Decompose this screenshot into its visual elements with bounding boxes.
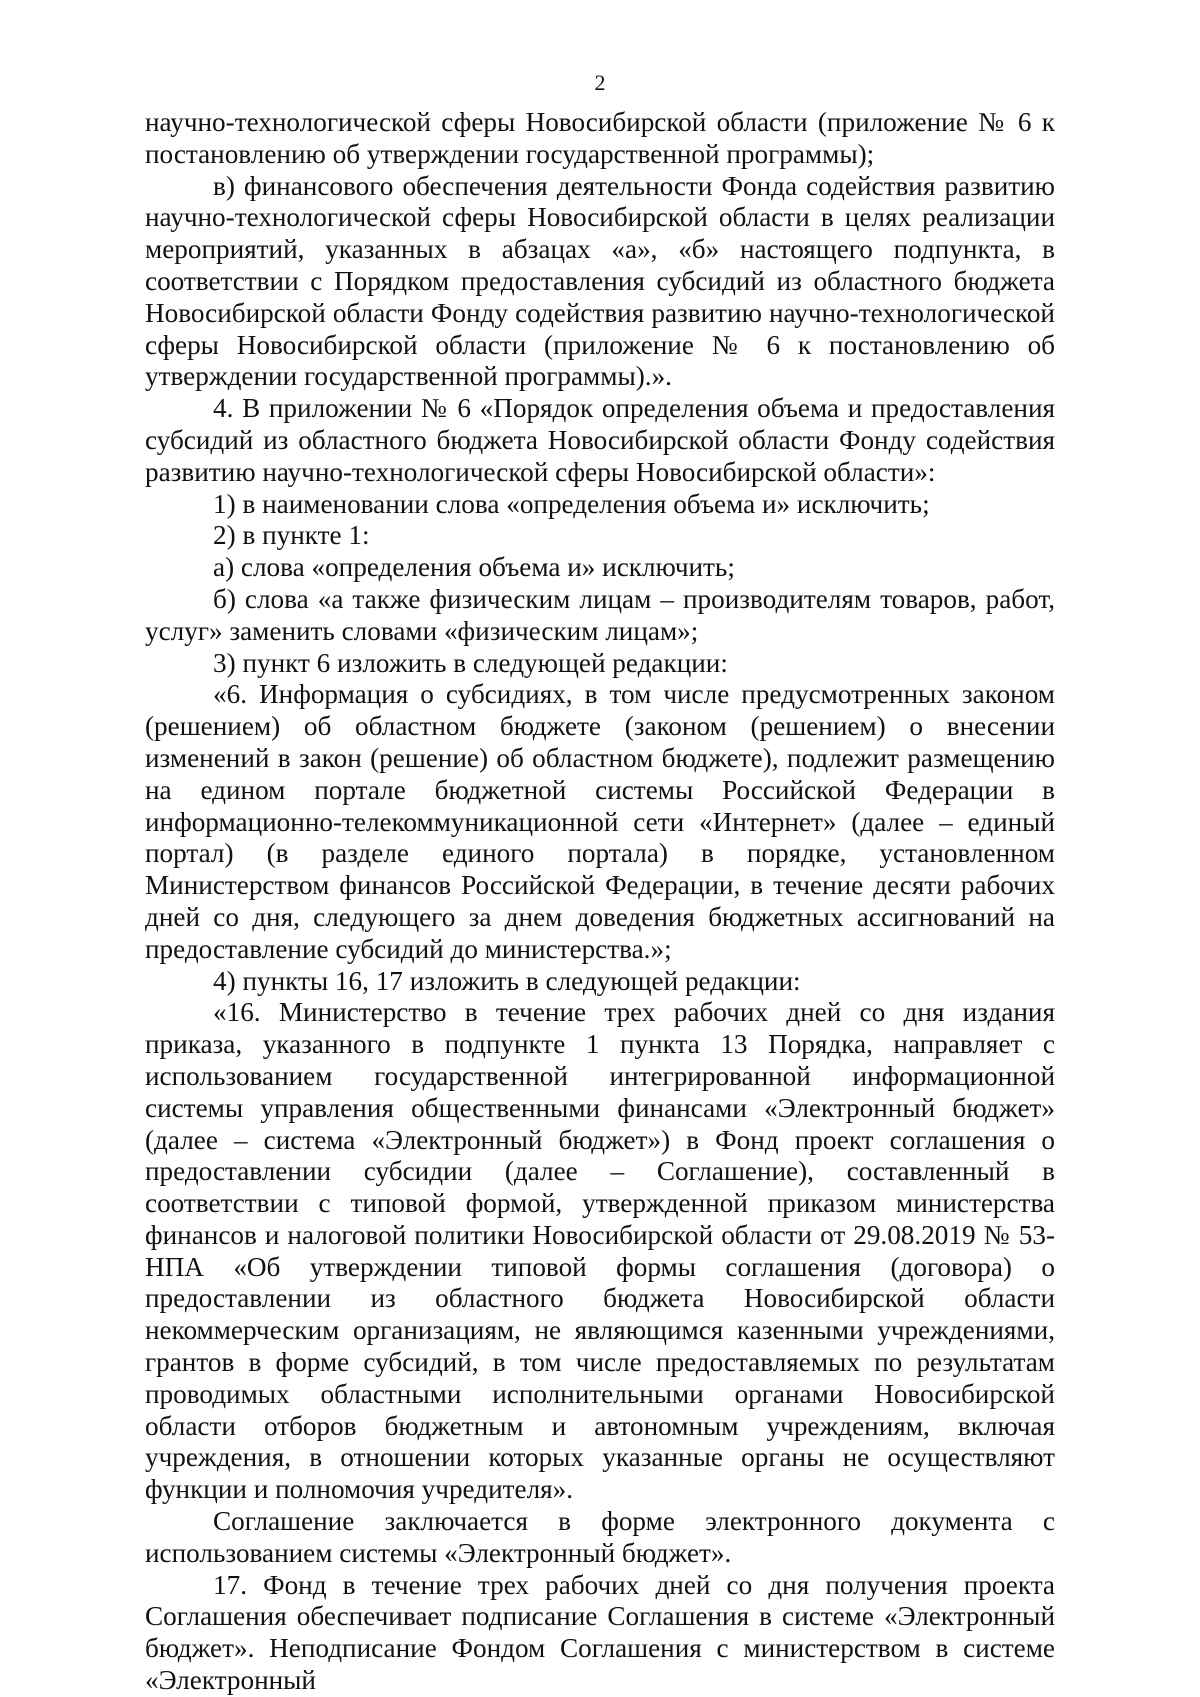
paragraph: 3) пункт 6 изложить в следующей редакции: — [213, 647, 728, 678]
paragraph: в) финансового обеспечения деятельности Фонда содействия развитию научно-технологической сферы Новосибирской области в целях реализации мероприятий, указанных в абзацах «а», «б» настоящего подпункта, в соответствии с Порядком предоставления субсидий из областного бюджета Новосибирской области Фонду содействия развитию научно-технологической сферы Новосибирской области (приложение № 6 к постановлению об утверждении государственной программы).». — [145, 170, 1055, 392]
paragraph: научно-технологической сферы Новосибирской области (приложение № 6 к постановлению об утверждении государственной программы); — [145, 107, 1055, 169]
paragraph: 4) пункты 16, 17 изложить в следующей редакции: — [213, 965, 801, 996]
paragraph: 4. В приложении № 6 «Порядок определения объема и предоставления субсидий из областного бюджета Новосибирской области Фонду содействия развитию научно-технологической сферы Новосибирской области»: — [145, 393, 1055, 487]
paragraph: «6. Информация о субсидиях, в том числе предусмотренных законом (решением) об областном бюджете (законом (решением) о внесении изменений в закон (решение) об областном бюджете), подлежит размещению на едином портале бюджетной системы Российской Федерации в информационно-телекоммуникационной сети «Интернет» (далее – единый портал) (в разделе единого портала) в порядке, установленном Министерством финансов Российской Федерации, в течение десяти рабочих дней со дня, следующего за днем доведения бюджетных ассигнований на предоставление субсидий до министерства.»; — [145, 679, 1055, 964]
paragraph: Соглашение заключается в форме электронного документа с использованием системы «Электронный бюджет». — [145, 1506, 1055, 1568]
paragraph: 17. Фонд в течение трех рабочих дней со дня получения проекта Соглашения обеспечивает подписание Соглашения в системе «Электронный бюджет». Неподписание Фондом Соглашения с министерством в системе «Электронный — [145, 1569, 1055, 1696]
paragraph: б) слова «а также физическим лицам – производителям товаров, работ, услуг» заменить словами «физическим лицам»; — [145, 583, 1055, 646]
document-body — [145, 107, 1055, 1697]
paragraph: «16. Министерство в течение трех рабочих дней со дня издания приказа, указанного в подпункте 1 пункта 13 Порядка, направляет с использованием государственной интегрированной информационной системы управления общественными финансами «Электронный бюджет» (далее – система «Электронный бюджет») в Фонд проект соглашения о предоставлении субсидии (далее – Соглашение), составленный в соответствии с типовой формой, утвержденной приказом министерства финансов и налоговой политики Новосибирской области от 29.08.2019 № 53-НПА «Об утверждении типовой формы соглашения (договора) о предоставлении из областного бюджета Новосибирской области некоммерческим организациям, не являющимся казенными учреждениями, грантов в форме субсидий, в том числе предоставляемых по результатам проводимых областными исполнительными органами Новосибирской области отборов бюджетным и автономным учреждениям, включая учреждения, в отношении которых указанные органы не осуществляют функции и полномочия учредителя». — [145, 997, 1055, 1505]
paragraph: а) слова «определения объема и» исключить; — [213, 552, 735, 583]
paragraph: 2) в пункте 1: — [213, 520, 370, 551]
paragraph: 1) в наименовании слова «определения объема и» исключить; — [213, 488, 930, 519]
page-number: 2 — [594, 70, 606, 95]
